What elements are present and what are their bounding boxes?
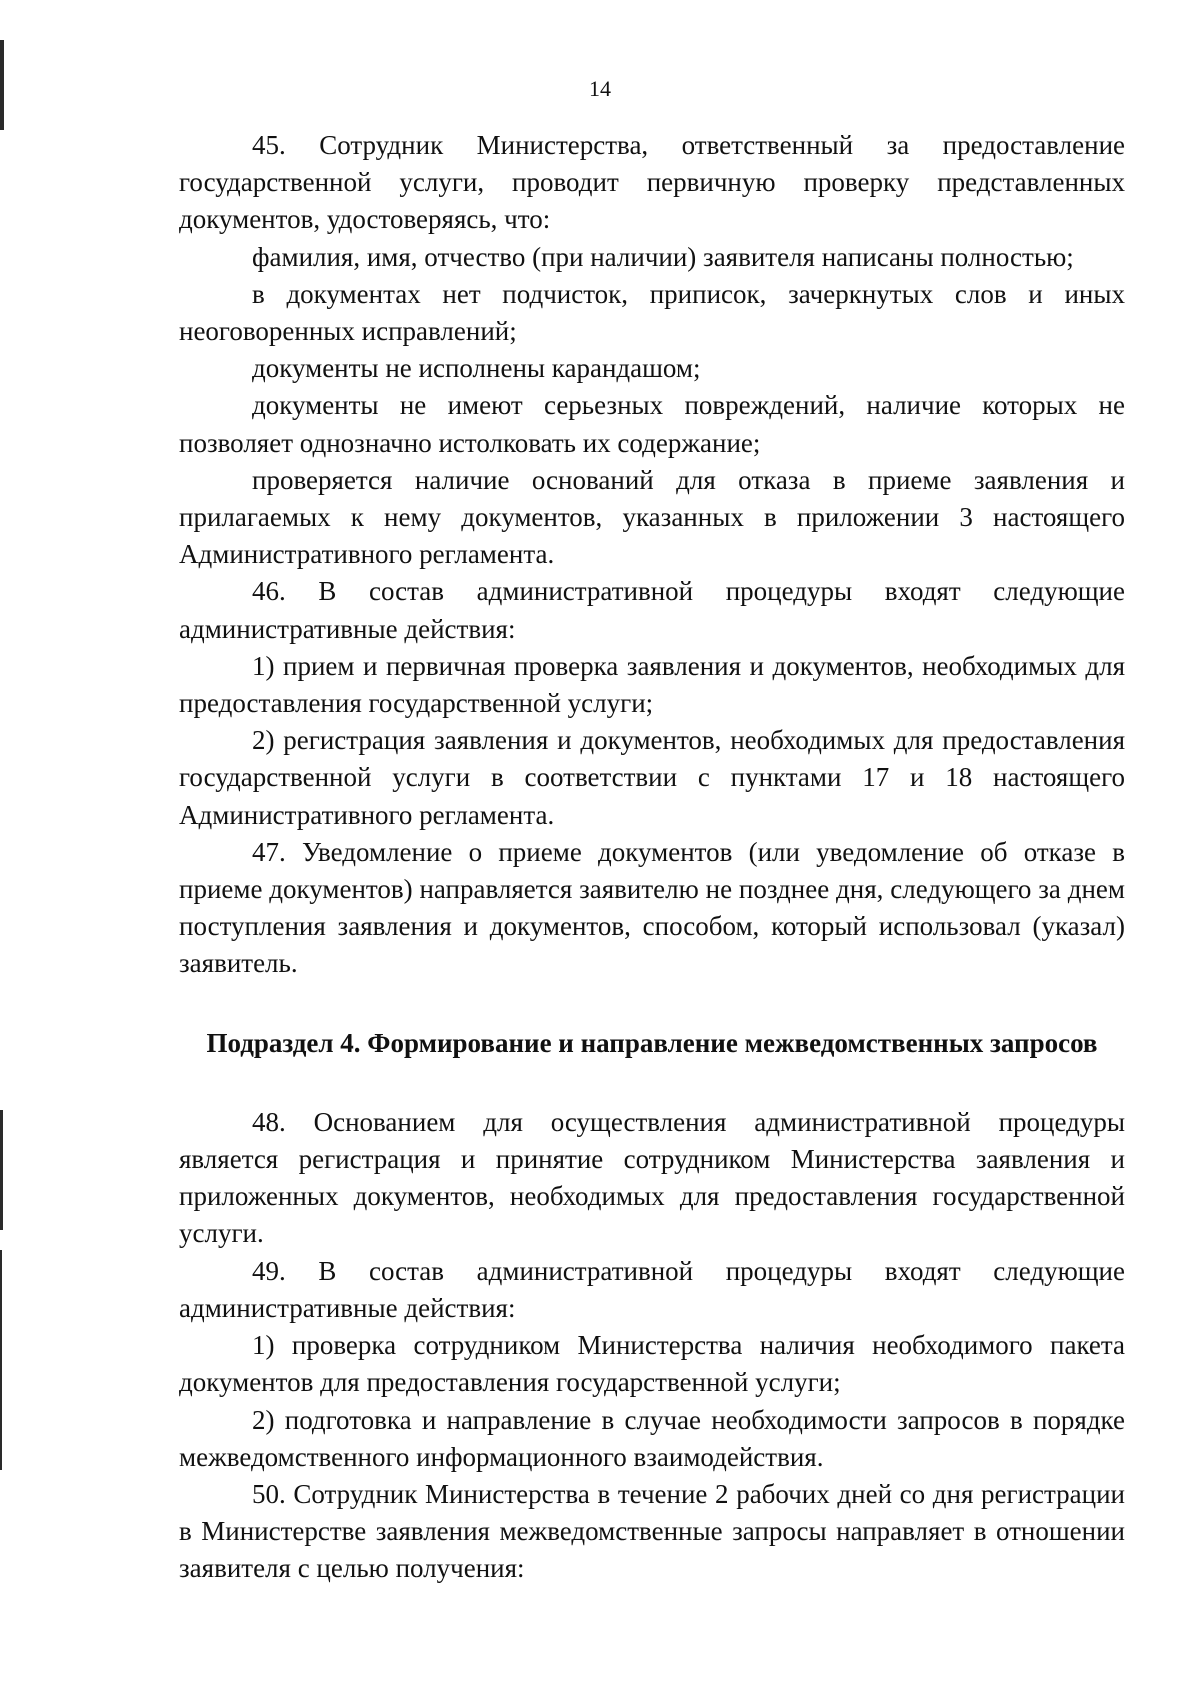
scan-edge-mark [0,1110,3,1230]
paragraph-48: 48. Основанием для осуществления административной процедуры является регистрация и принятие сотрудником Министерства заявления и приложенных документов, необходимых для предоставления государственной услуги. [179,1106,1125,1249]
paragraph-46: 46. В состав административной процедуры входят следующие административные действия: [179,576,1125,644]
list-item-full-name: фамилия, имя, отчество (при наличии) заявителя написаны полностью; [252,241,1074,272]
paragraph-47: 47. Уведомление о приеме документов (или уведомление об отказе в приеме документов) направляется заявителю не позднее дня, следующего за днем поступления заявления и документов, способом, который использовал (указал) заявитель. [179,836,1125,979]
paragraph-45: 45. Сотрудник Министерства, ответственный за предоставление государственной услуги, проводит первичную проверку представленных документов, удостоверяясь, что: [179,130,1125,235]
list-item-49-1: 1) проверка сотрудником Министерства наличия необходимого пакета документов для предоставления государственной услуги; [179,1330,1125,1398]
list-item-49-2: 2) подготовка и направление в случае необходимости запросов в порядке межведомственного информационного взаимодействия. [179,1404,1125,1472]
document-body [179,127,1125,1588]
subsection-heading: Подраздел 4. Формирование и направление межведомственных запросов [206,1027,1098,1058]
scan-edge-mark [0,1250,2,1470]
list-item-46-1: 1) прием и первичная проверка заявления и документов, необходимых для предоставления государственной услуги; [179,650,1125,719]
paragraph-49: 49. В состав административной процедуры входят следующие административные действия: [179,1255,1125,1323]
page-number: 14 [589,76,611,101]
list-item-no-damage: документы не имеют серьезных повреждений, наличие которых не позволяет однозначно истолковать их содержание; [179,390,1125,458]
paragraph-50: 50. Сотрудник Министерства в течение 2 рабочих дней со дня регистрации в Министерстве заявления межведомственные запросы направляет в отношении заявителя с целью получения: [179,1478,1125,1584]
list-item-refusal-grounds: проверяется наличие оснований для отказа в приеме заявления и прилагаемых к нему документов, указанных в приложении 3 настоящего Административного регламента. [179,464,1125,570]
list-item-no-erasures: в документах нет подчисток, приписок, зачеркнутых слов и иных неоговоренных исправлений; [179,278,1125,347]
list-item-no-pencil: документы не исполнены карандашом; [252,353,701,384]
list-item-46-2: 2) регистрация заявления и документов, необходимых для предоставления государственной услуги в соответствии с пунктами 17 и 18 настоящего Административного регламента. [179,725,1125,830]
